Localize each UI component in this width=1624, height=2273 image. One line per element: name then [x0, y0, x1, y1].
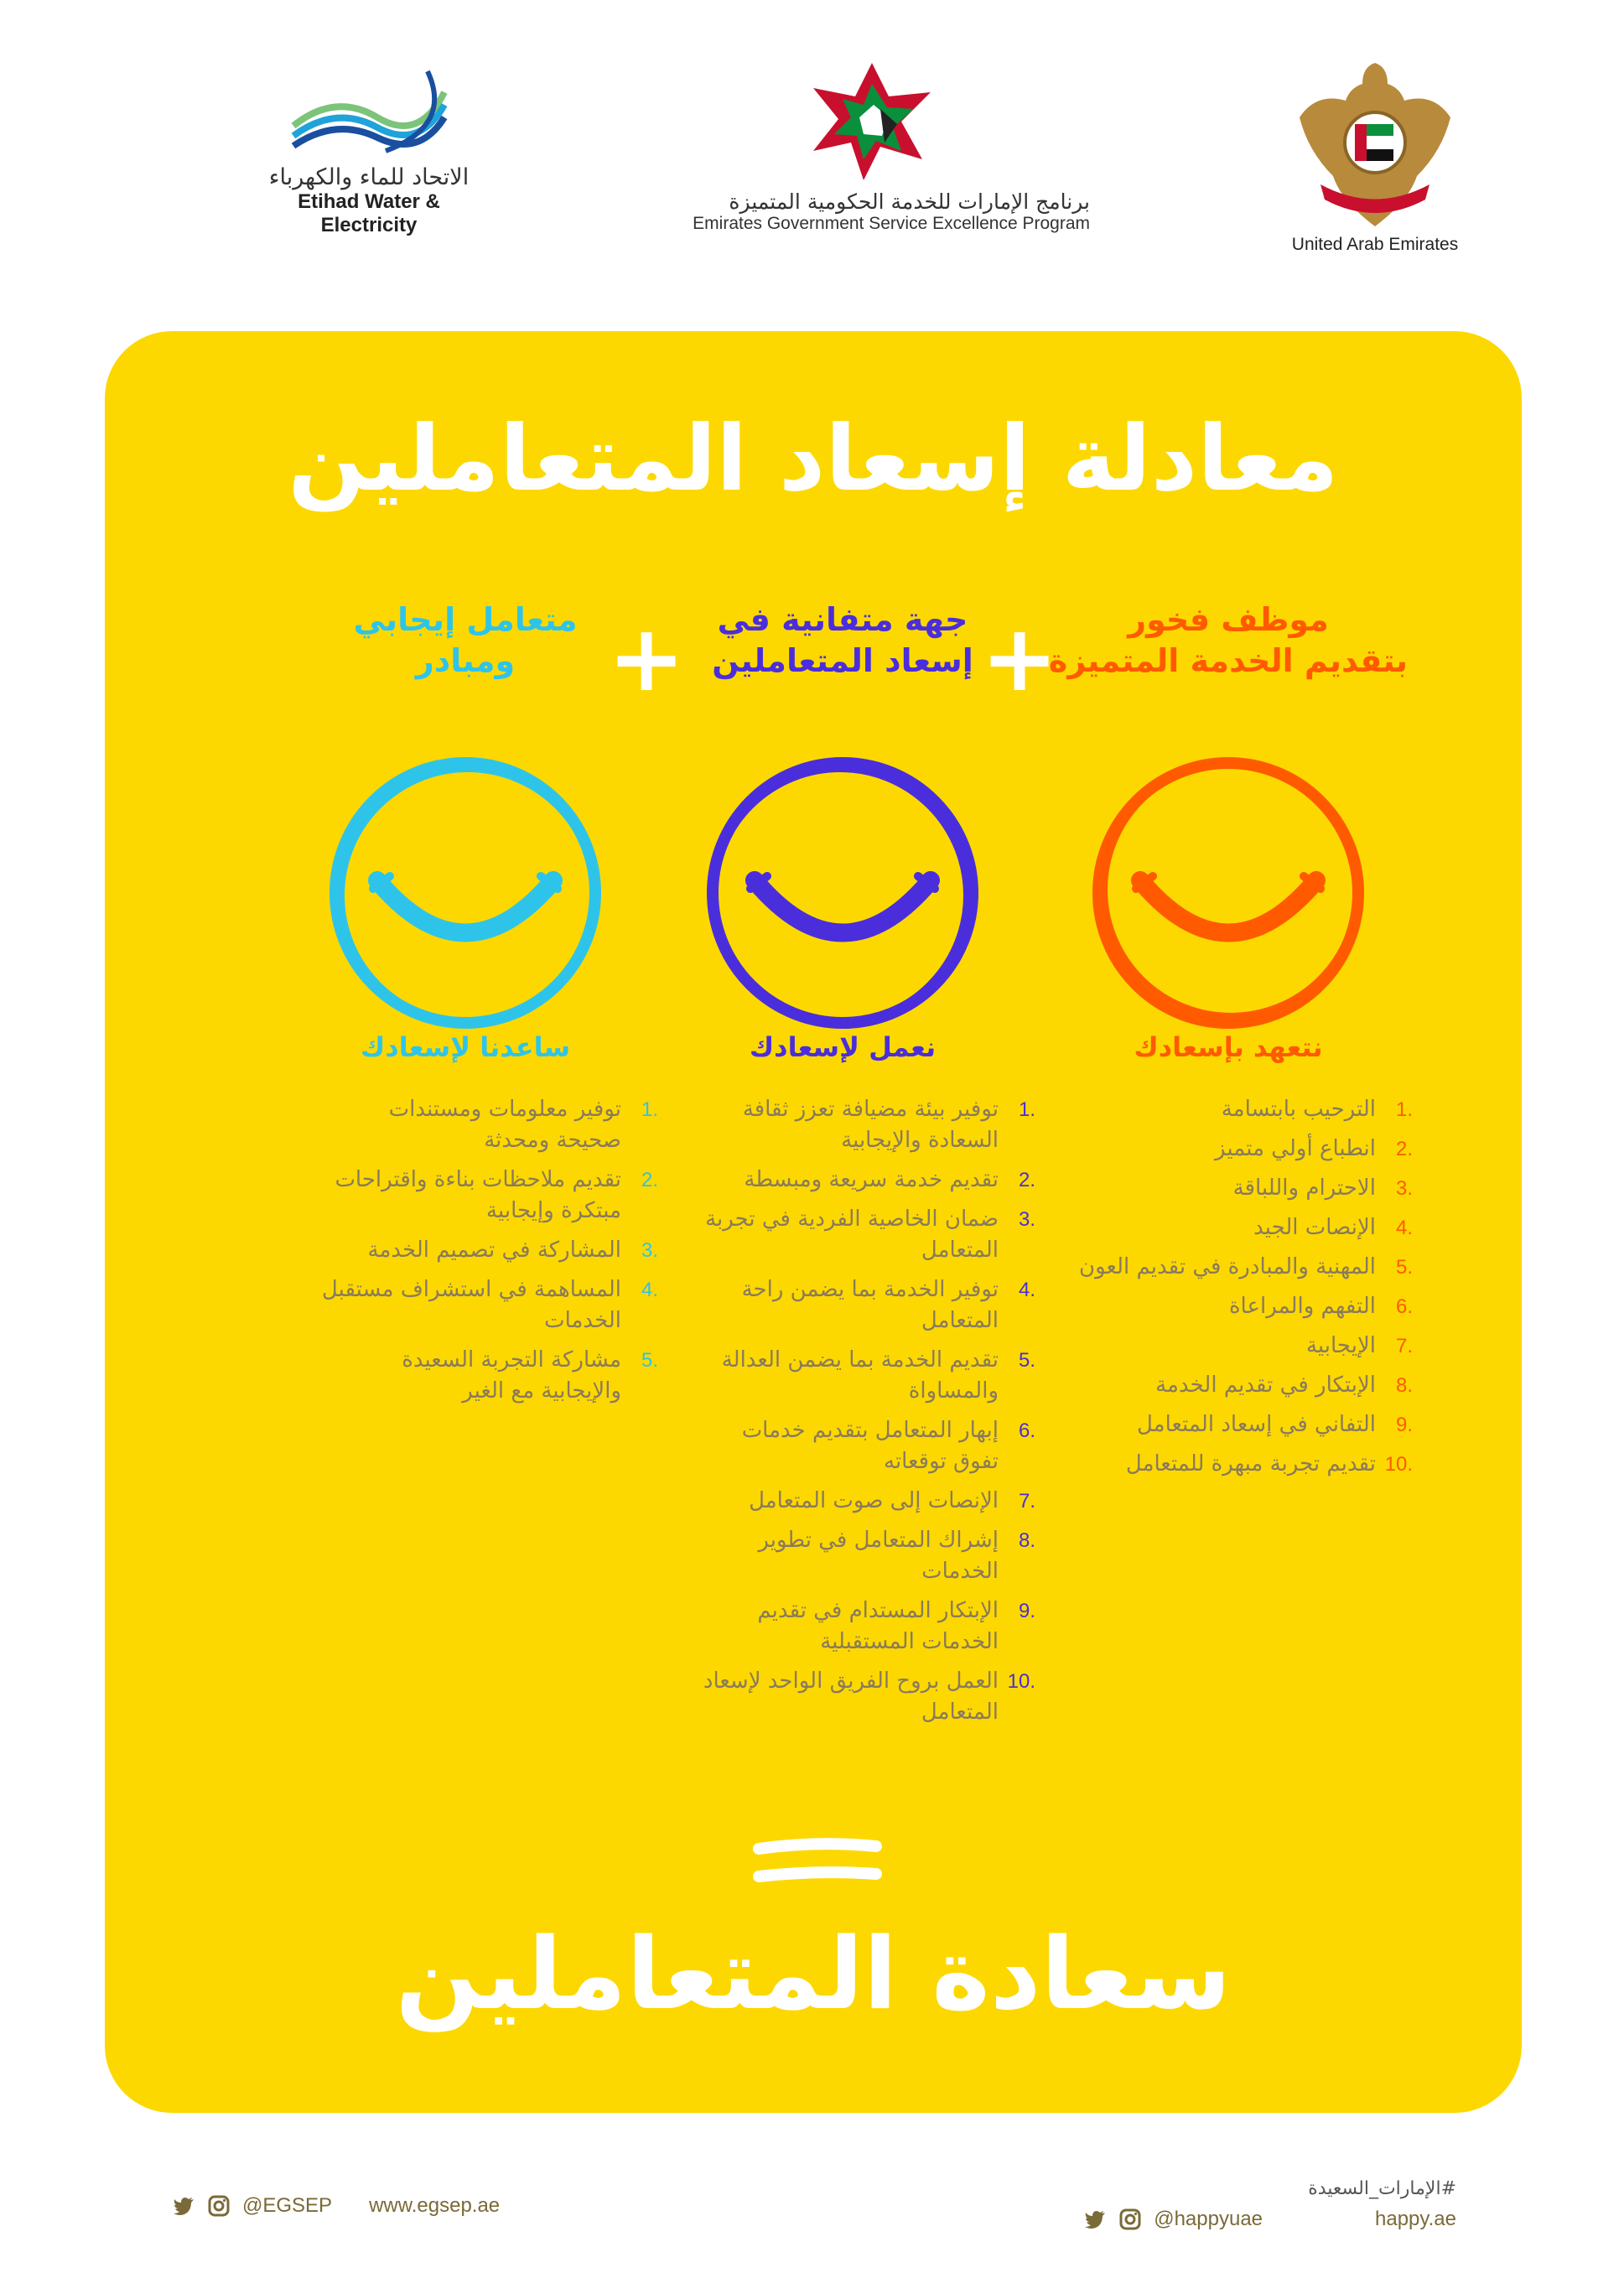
item-number: .1 [1018, 1098, 1035, 1121]
twitter-icon[interactable] [172, 2194, 195, 2218]
egsep-name-ar: برنامج الإمارات للخدمة الحكومية المتميزة [729, 189, 1090, 214]
item-text: المشاركة في تصميم الخدمة [367, 1238, 621, 1263]
heading-line: بتقديم الخدمة المتميزة [1048, 642, 1409, 680]
page-title: معادلة إسعاد المتعاملين [288, 407, 1339, 511]
item-text: تقديم تجربة مبهرة للمتعامل [1125, 1451, 1376, 1476]
list-item [272, 1235, 658, 1266]
list-item [650, 1666, 1035, 1728]
etihad-name-ar: الاتحاد للماء والكهرباء [268, 164, 470, 190]
item-number: .8 [1395, 1374, 1413, 1397]
item-number: .1 [1395, 1098, 1413, 1121]
heading-line: متعامل إيجابي [353, 601, 578, 638]
egsep-name-en: Emirates Government Service Excellence Program [693, 214, 1090, 233]
item-text: التفاني في إسعاد المتعامل [1136, 1412, 1376, 1437]
item-number: .2 [641, 1169, 658, 1191]
heading-line: ومبادر [415, 642, 516, 680]
list-item [1035, 1212, 1421, 1243]
list-item [650, 1204, 1035, 1266]
list-item [1035, 1331, 1421, 1362]
uae-emblem [1274, 50, 1476, 255]
list-item [1035, 1370, 1421, 1401]
column-tagline: نتعهد بإسعادك [1134, 1031, 1323, 1063]
list-item [272, 1165, 658, 1227]
list-item [650, 1596, 1035, 1658]
item-number: .5 [1395, 1256, 1413, 1279]
list-item [650, 1486, 1035, 1517]
happy-url[interactable]: happy.ae [1375, 2208, 1456, 2230]
item-number: .7 [1395, 1335, 1413, 1357]
item-text: ضمان الخاصية الفردية في تجربة المتعامل [705, 1207, 999, 1263]
item-number: .5 [1018, 1349, 1035, 1372]
etihad-name-en: Etihad Water & Electricity [298, 190, 440, 236]
item-text: العمل بروح الفريق الواحد لإسعاد المتعامل [703, 1668, 999, 1725]
item-number: .6 [1395, 1295, 1413, 1318]
list-item [1035, 1291, 1421, 1322]
commitment-list [272, 1094, 658, 1415]
item-text: الاحترام واللباقة [1232, 1175, 1376, 1201]
heading-line: جهة متفانية في [717, 601, 968, 638]
list-item [1035, 1094, 1421, 1125]
egsep-handle[interactable]: @EGSEP [242, 2194, 333, 2217]
item-text: الإنصات إلى صوت المتعامل [749, 1488, 999, 1513]
column-tagline: نعمل لإسعادك [749, 1031, 937, 1063]
item-text: تقديم ملاحظات بناءة واقتراحات مبتكرة وإيجابية [335, 1167, 621, 1223]
plus-sign-1: + [981, 605, 1059, 712]
item-text: الإيجابية [1305, 1333, 1376, 1358]
uae-name-en: United Arab Emirates [1291, 235, 1459, 254]
item-number: .5 [641, 1349, 658, 1372]
item-number: .10 [1384, 1453, 1413, 1476]
smiley-face-icon [692, 742, 994, 1044]
item-text: تقديم خدمة سريعة ومبسطة [744, 1167, 999, 1192]
commitment-list [650, 1094, 1035, 1736]
list-item [650, 1415, 1035, 1477]
item-text: إشراك المتعامل في تطوير الخدمات [758, 1528, 999, 1584]
equals-sign-icon [750, 1836, 885, 1886]
item-text: الإنصات الجيد [1253, 1215, 1376, 1240]
list-item [650, 1094, 1035, 1156]
column-heading [650, 599, 1035, 682]
etihad-logo [252, 67, 486, 237]
smiley-face-icon [1077, 742, 1379, 1044]
item-text: الإبتكار في تقديم الخدمة [1155, 1373, 1376, 1398]
item-text: إبهار المتعامل بتقديم خدمات تفوق توقعاته [741, 1418, 999, 1474]
item-number: .4 [1395, 1217, 1413, 1239]
item-text: تقديم الخدمة بما يضمن العدالة والمساواة [721, 1347, 999, 1404]
item-number: .6 [1018, 1419, 1035, 1442]
item-text: مشاركة التجربة السعيدة والإيجابية مع الغير [402, 1347, 621, 1404]
etihad-wave-icon [285, 67, 453, 159]
list-item [1035, 1449, 1421, 1480]
instagram-icon[interactable] [207, 2194, 231, 2218]
item-text: انطباع أولي متميز [1215, 1136, 1376, 1161]
egsep-star-icon [805, 59, 939, 184]
egsep-url[interactable]: www.egsep.ae [369, 2194, 501, 2217]
item-number: .3 [641, 1239, 658, 1262]
item-number: .3 [1018, 1208, 1035, 1231]
item-text: الترحيب بابتسامة [1221, 1097, 1376, 1122]
list-item [650, 1525, 1035, 1587]
item-text: توفير الخدمة بما يضمن راحة المتعامل [741, 1277, 999, 1333]
smiley-face-icon [314, 742, 616, 1044]
list-item [272, 1274, 658, 1336]
egsep-logo [654, 59, 1090, 234]
item-text: التفهم والمراعاة [1228, 1294, 1376, 1319]
column-heading [1035, 599, 1421, 682]
heading-line: إسعاد المتعاملين [712, 642, 973, 680]
plus-sign-2: + [608, 605, 686, 712]
result-title: سعادة المتعاملين [395, 1916, 1232, 2032]
equation-card [105, 331, 1522, 2113]
column-tagline: ساعدنا لإسعادك [360, 1031, 571, 1063]
list-item [1035, 1134, 1421, 1165]
hashtag: #الإمارات_السعيدة [1308, 2178, 1456, 2199]
twitter-icon[interactable] [1083, 2208, 1107, 2231]
list-item [650, 1345, 1035, 1407]
item-number: .1 [641, 1098, 658, 1121]
item-number: .2 [1395, 1138, 1413, 1160]
commitment-list [1035, 1094, 1421, 1488]
item-number: .10 [1007, 1670, 1035, 1693]
list-item [1035, 1173, 1421, 1204]
item-number: .2 [1018, 1169, 1035, 1191]
falcon-emblem-icon [1283, 50, 1467, 235]
list-item [1035, 1252, 1421, 1283]
footer-happy-social [1083, 2178, 1456, 2231]
item-text: توفير بيئة مضيافة تعزز ثقافة السعادة والإيجابية [742, 1097, 999, 1153]
item-number: .8 [1018, 1529, 1035, 1552]
item-number: .4 [1018, 1279, 1035, 1301]
item-number: .4 [641, 1279, 658, 1301]
item-number: .9 [1395, 1414, 1413, 1436]
list-item [1035, 1409, 1421, 1440]
list-item [272, 1094, 658, 1156]
item-number: .3 [1395, 1177, 1413, 1200]
item-text: الإبتكار المستدام في تقديم الخدمات المستقبلية [757, 1598, 999, 1654]
item-text: المساهمة في استشراف مستقبل الخدمات [321, 1277, 621, 1333]
footer-egsep-social [172, 2194, 500, 2218]
heading-line: موظف فخور [1128, 601, 1329, 638]
list-item [272, 1345, 658, 1407]
happy-handle[interactable]: @happyuae [1154, 2208, 1263, 2230]
item-number: .9 [1018, 1600, 1035, 1622]
instagram-icon[interactable] [1118, 2208, 1142, 2231]
list-item [650, 1274, 1035, 1336]
column-heading [272, 599, 658, 682]
item-text: المهنية والمبادرة في تقديم العون [1079, 1254, 1376, 1279]
item-text: توفير معلومات ومستندات صحيحة ومحدثة [388, 1097, 621, 1153]
list-item [650, 1165, 1035, 1196]
item-number: .7 [1018, 1490, 1035, 1513]
